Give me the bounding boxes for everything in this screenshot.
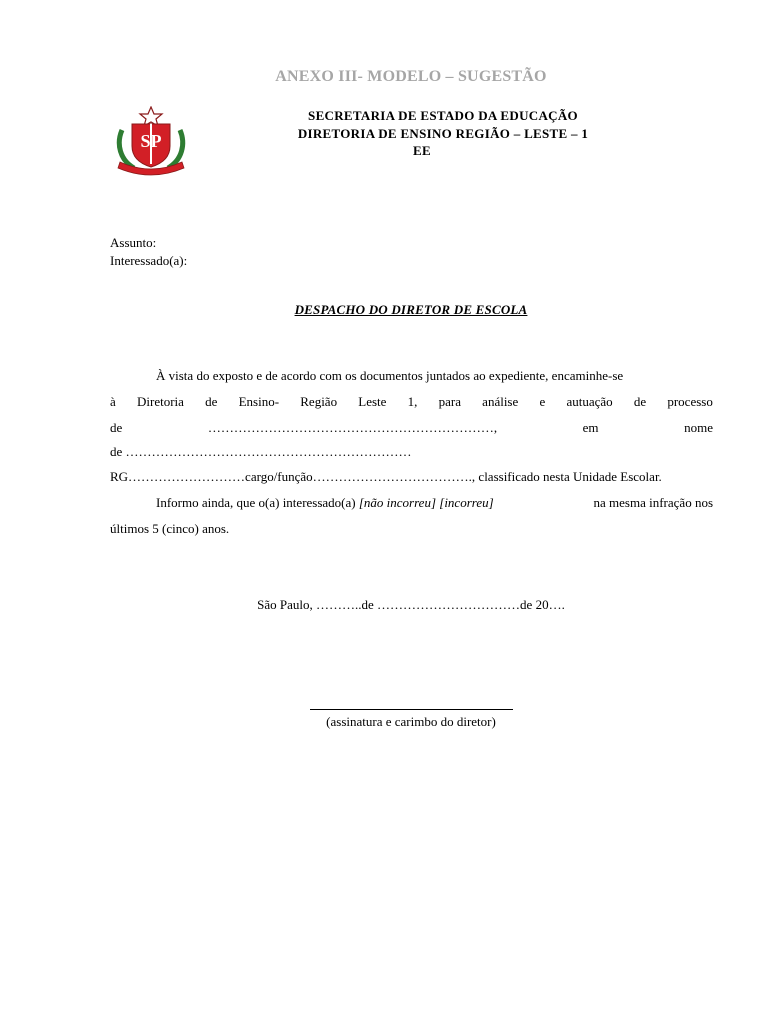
- interested-label: Interessado(a):: [110, 253, 188, 268]
- body-line-justified: [110, 420, 713, 436]
- body-word: de: [205, 394, 218, 409]
- body-word: processo: [667, 394, 713, 409]
- body-word: análise: [482, 394, 519, 409]
- subject-label: Assunto:: [110, 235, 157, 250]
- body-line: últimos 5 (cinco) anos.: [110, 521, 230, 536]
- body-word: à: [110, 394, 116, 409]
- body-word: em: [582, 420, 599, 435]
- header-secretaria: SECRETARIA DE ESTADO DA EDUCAÇÃO: [308, 108, 578, 123]
- document-title: DESPACHO DO DIRETOR DE ESCOLA: [294, 302, 528, 317]
- signature-caption: (assinatura e carimbo do diretor): [326, 714, 496, 729]
- date-line: São Paulo, ………..de ……………………………de 20….: [257, 597, 565, 612]
- name-blank-line: de …………………………………………………………: [110, 444, 412, 459]
- body-word: Ensino-: [238, 394, 280, 409]
- crest-monogram: SP: [140, 131, 162, 151]
- body-word: Leste: [358, 394, 387, 409]
- header-diretoria: DIRETORIA DE ENSINO REGIÃO – LESTE – 1: [297, 126, 589, 141]
- infraction-text: Informo ainda, que o(a) interessado(a): [156, 495, 359, 510]
- infraction-options: [não incorreu] [incorreu]: [358, 495, 494, 510]
- process-number-blank: …………………………………………………………,: [207, 420, 498, 435]
- annex-title: ANEXO III- MODELO – SUGESTÃO: [275, 68, 547, 85]
- rg-cargo-line: RG………………………cargo/função………………………………., classificado nesta Unidade Escolar.: [110, 469, 662, 484]
- body-line: À vista do exposto e de acordo com os documentos juntados ao expediente, encaminhe-se: [156, 368, 624, 383]
- body-word: para: [438, 394, 461, 409]
- body-word: nome: [684, 420, 713, 435]
- header-escola: EE: [413, 143, 431, 158]
- signature-line: [310, 709, 513, 710]
- body-word: 1,: [407, 394, 418, 409]
- body-line-justified: [110, 394, 713, 410]
- body-line-infraction: [156, 495, 713, 511]
- body-word: autuação: [566, 394, 613, 409]
- body-word: Diretoria: [136, 394, 184, 409]
- body-word: Região: [300, 394, 338, 409]
- body-word: de: [110, 420, 123, 435]
- infraction-text-end: na mesma infração nos: [587, 495, 713, 510]
- body-word: e: [539, 394, 546, 409]
- body-word: de: [633, 394, 647, 409]
